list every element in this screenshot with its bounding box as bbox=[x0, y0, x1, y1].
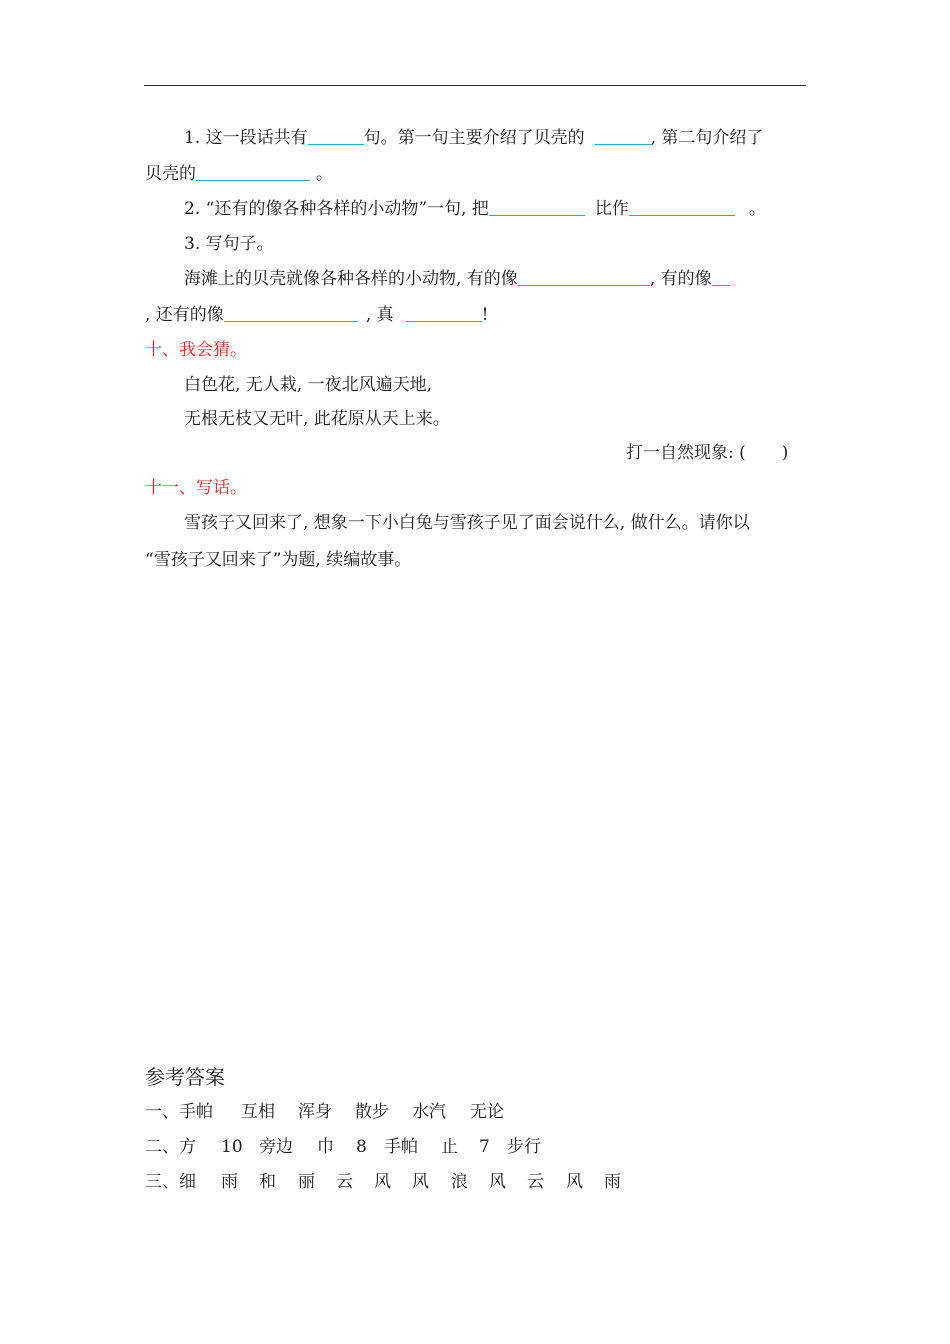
blank-first-sentence[interactable] bbox=[595, 127, 651, 145]
blank-like-2[interactable] bbox=[712, 268, 730, 286]
blank-like-3[interactable] bbox=[224, 304, 358, 322]
writing-prompt-line-1: 雪孩子又回来了, 想象一下小白兔与雪孩子见了面会说什么, 做什么。请你以 bbox=[184, 513, 750, 533]
question-3-text-c: , 还有的像 bbox=[145, 305, 224, 325]
question-1-line-2 bbox=[145, 163, 333, 185]
answer-3-item: 风 bbox=[374, 1172, 391, 1192]
answer-3-item: 雨 bbox=[221, 1172, 238, 1192]
section-10-heading: 十、我会猜。 bbox=[145, 340, 247, 360]
blank-sentence-count[interactable] bbox=[308, 127, 364, 145]
blank-really[interactable] bbox=[406, 304, 482, 322]
answer-2-item: 8 bbox=[356, 1137, 367, 1157]
question-3-line-2 bbox=[145, 304, 488, 326]
riddle-hint bbox=[626, 442, 788, 464]
answer-3-item: 风 bbox=[412, 1172, 429, 1192]
top-rule bbox=[144, 85, 806, 86]
answer-3-item: 三、细 bbox=[145, 1172, 196, 1192]
answer-2-item: 7 bbox=[479, 1137, 490, 1157]
question-1-line-1 bbox=[184, 127, 763, 149]
question-2-line bbox=[184, 198, 766, 220]
answer-1-item: 散步 bbox=[355, 1102, 389, 1122]
answer-2-item: 手帕 bbox=[384, 1137, 418, 1157]
blank-like-1[interactable] bbox=[518, 268, 650, 286]
answer-2-item: 止 bbox=[441, 1137, 458, 1157]
riddle-line-2: 无根无枝又无叶, 此花原从天上来。 bbox=[184, 409, 450, 429]
answer-3-item: 风 bbox=[489, 1172, 506, 1192]
question-3-text-b: , 有的像 bbox=[649, 269, 712, 289]
question-1-text-e: 。 bbox=[316, 164, 333, 184]
question-1-text-b: 句。第一句主要介绍了贝壳的 bbox=[363, 128, 585, 148]
answer-2-item: 二、方 bbox=[145, 1137, 196, 1157]
answer-3-item: 浪 bbox=[451, 1172, 468, 1192]
answer-1-item: 浑身 bbox=[298, 1102, 332, 1122]
answers-title: 参考答案 bbox=[145, 1065, 225, 1089]
answer-3-item: 云 bbox=[336, 1172, 353, 1192]
answer-3-item: 风 bbox=[566, 1172, 583, 1192]
question-1-text: 1. 这一段话共有 bbox=[184, 128, 308, 148]
riddle-hint-text: 打一自然现象: ( bbox=[626, 443, 746, 463]
answer-1-item: 互相 bbox=[241, 1102, 275, 1122]
question-3-text-d: , 真 bbox=[365, 305, 394, 325]
riddle-answer-slot[interactable] bbox=[746, 443, 782, 460]
question-2-text-b: 比作 bbox=[594, 199, 629, 219]
writing-prompt-line-2: “雪孩子又回来了”为题, 续编故事。 bbox=[145, 550, 412, 570]
answer-2-item: 旁边 bbox=[259, 1137, 293, 1157]
answer-2-item: 巾 bbox=[317, 1137, 334, 1157]
question-3-line-1 bbox=[184, 268, 730, 290]
answer-3-item: 雨 bbox=[604, 1172, 621, 1192]
question-3-text-a: 海滩上的贝壳就像各种各样的小动物, 有的像 bbox=[184, 269, 518, 289]
question-1-text-c: , 第二句介绍了 bbox=[650, 128, 764, 148]
blank-second-sentence[interactable] bbox=[196, 163, 310, 181]
blank-compare-subject[interactable] bbox=[489, 198, 585, 216]
riddle-close-paren: ) bbox=[781, 443, 789, 463]
question-2-text: 2. “还有的像各种各样的小动物”一句, 把 bbox=[184, 199, 489, 219]
question-3-title: 3. 写句子。 bbox=[184, 234, 274, 254]
answer-3-item: 和 bbox=[259, 1172, 276, 1192]
riddle-line-1: 白色花, 无人栽, 一夜北风遍天地, bbox=[184, 375, 433, 395]
answer-1-item: 无论 bbox=[470, 1102, 504, 1122]
answer-1-item: 一、手帕 bbox=[145, 1102, 213, 1122]
answer-2-item: 步行 bbox=[507, 1137, 541, 1157]
answer-3-item: 丽 bbox=[298, 1172, 315, 1192]
answer-2-item: 10 bbox=[221, 1137, 243, 1157]
question-2-text-c: 。 bbox=[748, 199, 766, 219]
section-11-heading: 十一、写话。 bbox=[145, 478, 247, 498]
question-3-text-e: ! bbox=[481, 305, 489, 325]
answer-1-item: 水汽 bbox=[412, 1102, 446, 1122]
answer-3-item: 云 bbox=[527, 1172, 544, 1192]
blank-compare-object[interactable] bbox=[629, 198, 735, 216]
question-1-text-d: 贝壳的 bbox=[145, 164, 196, 184]
